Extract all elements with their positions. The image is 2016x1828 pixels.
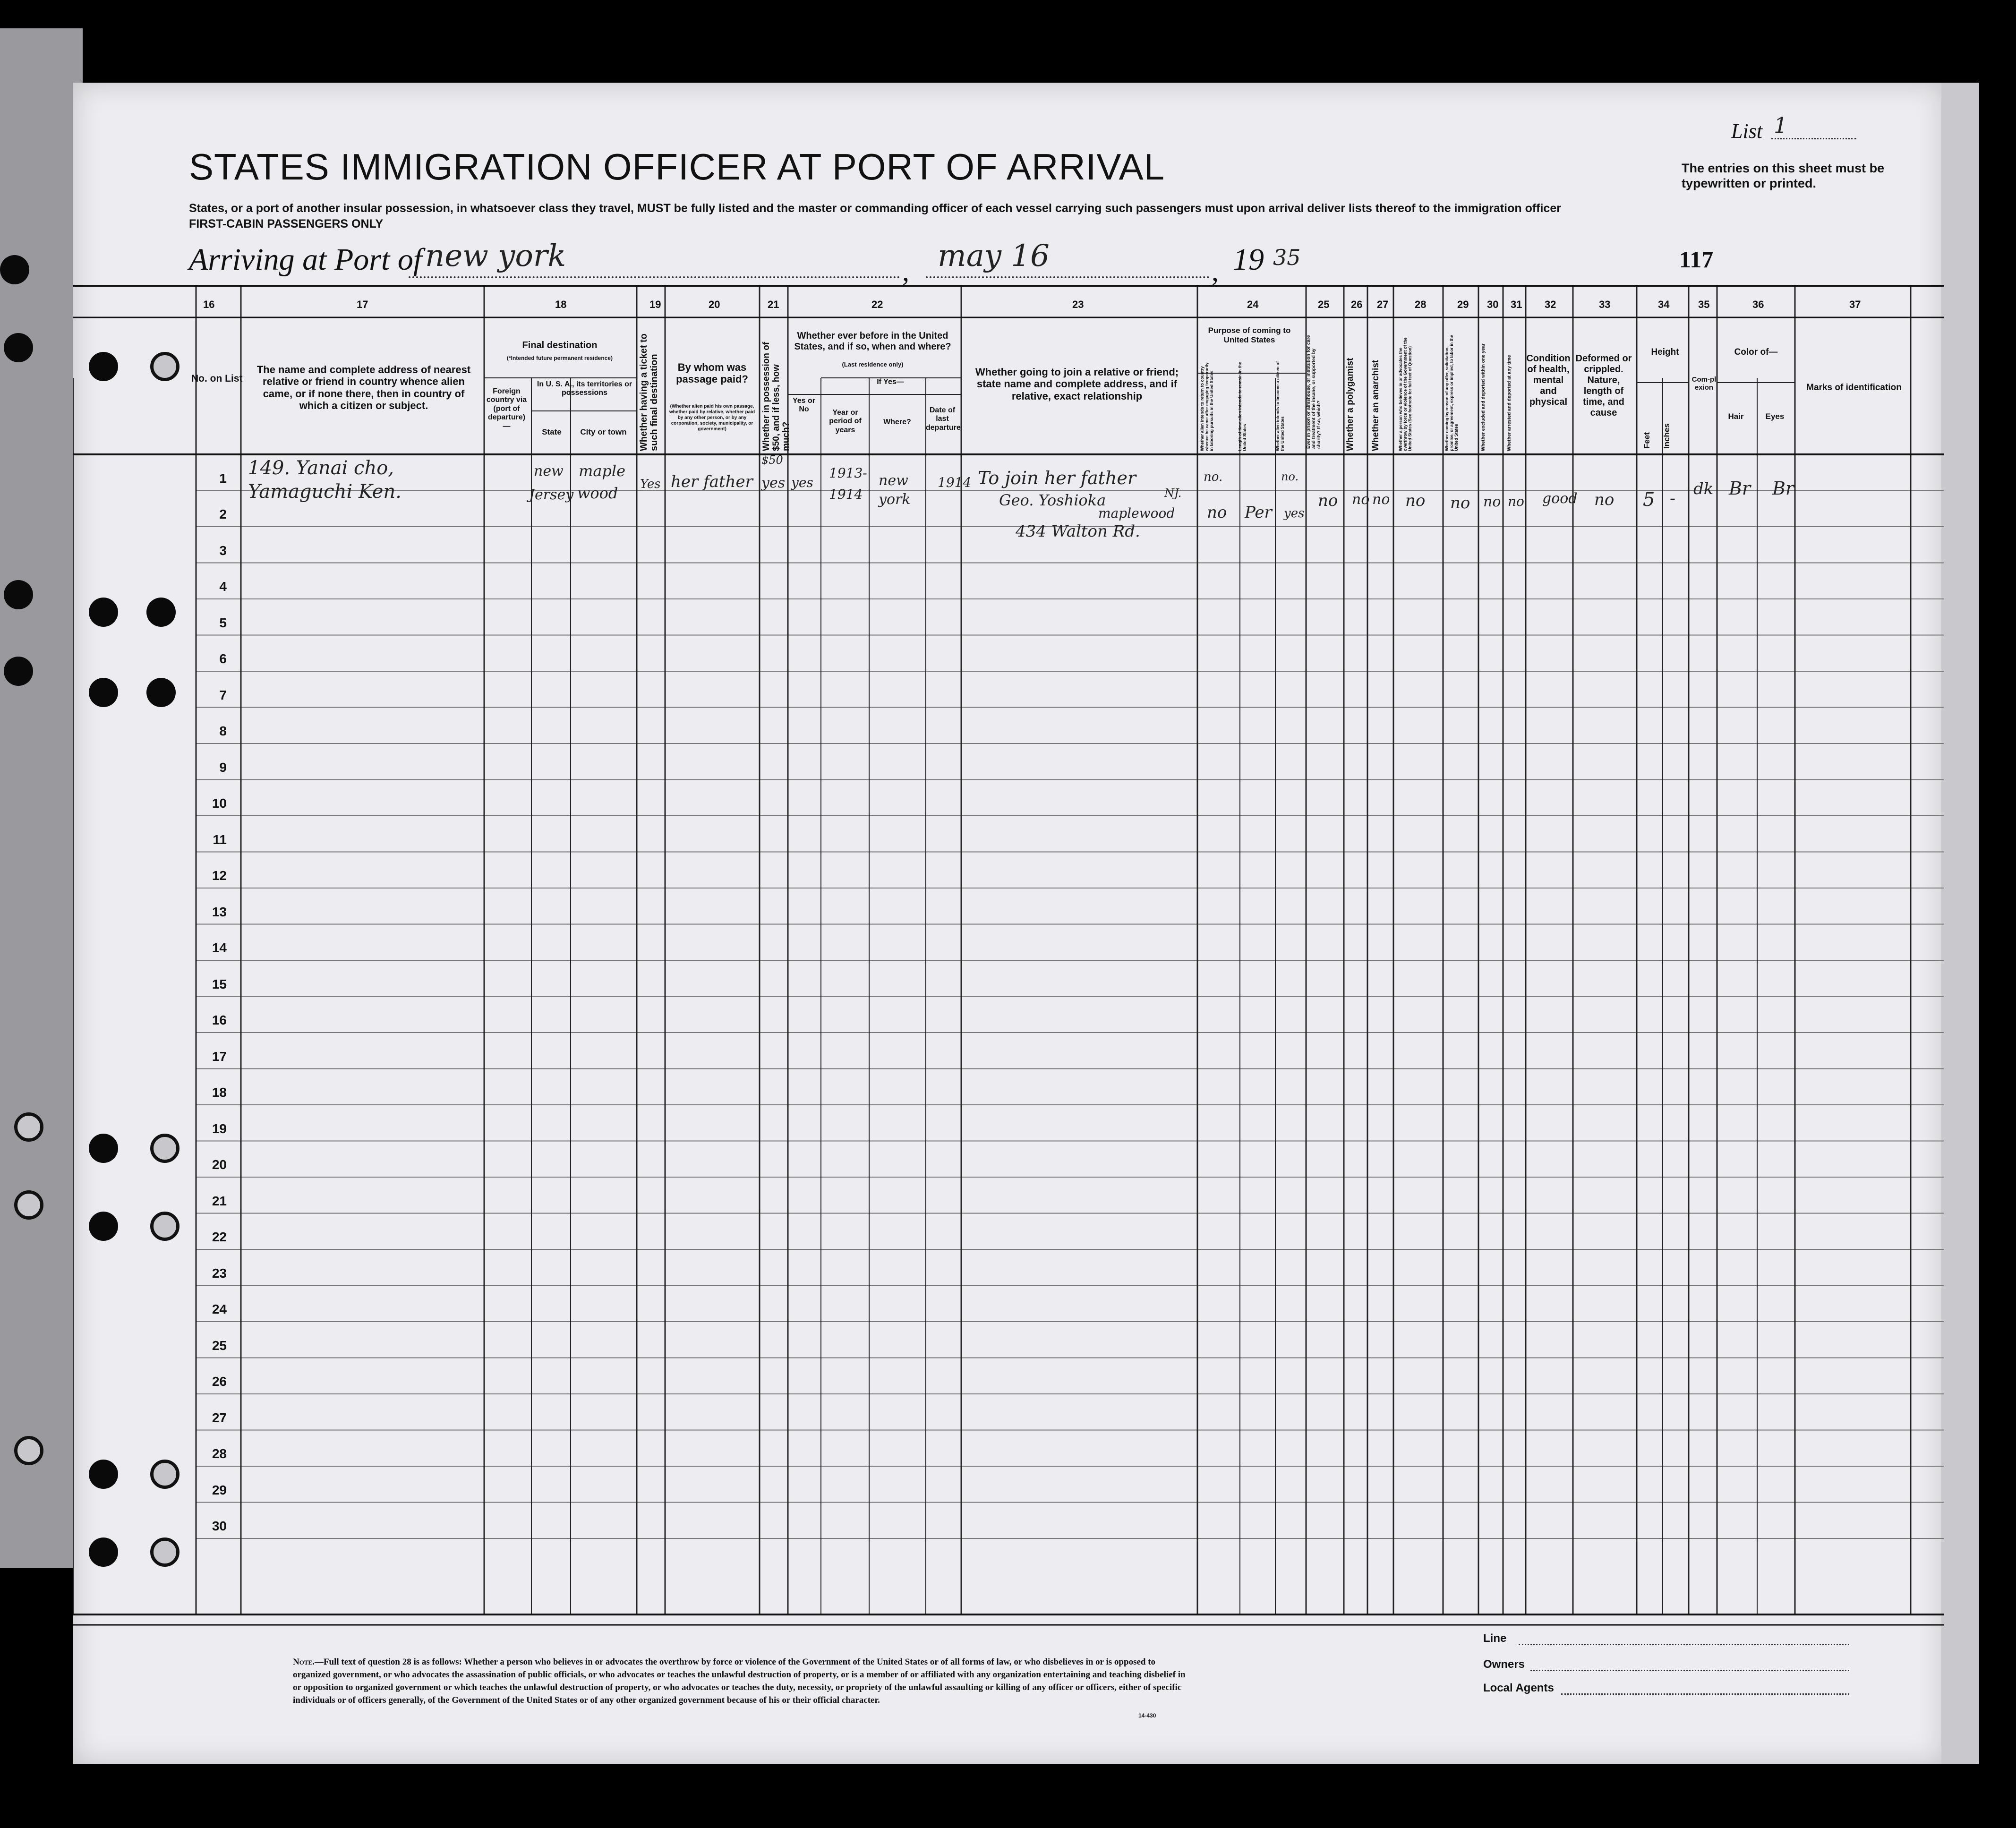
form-subtitle: States, or a port of another insular possession, in whatsoever class they travel, MUST be fully listed and the master or commanding officer of each vessel carrying such passengers must upon arrival deliver lists thereof to the immigration officer xyxy=(189,202,1561,215)
year-suffix: 35 xyxy=(1273,245,1301,270)
header-condition: Condition of health, mental and physical xyxy=(1526,353,1571,407)
footnote-label: Note. xyxy=(293,1657,315,1667)
entry-join-line3: 434 Walton Rd. xyxy=(1016,522,1140,541)
column-number: 26 xyxy=(1351,299,1363,310)
row-number: 5 xyxy=(219,615,227,630)
entry-relative-line1: 149. Yanai cho, xyxy=(248,457,394,479)
footnote xyxy=(293,1656,1190,1707)
entry-inches: - xyxy=(1670,489,1676,508)
header-color-of: Color of— xyxy=(1734,347,1778,357)
row-number: 29 xyxy=(212,1482,227,1497)
arriving-label: Arriving at Port of xyxy=(189,242,422,277)
row-number: 2 xyxy=(219,507,227,521)
form-title: STATES IMMIGRATION OFFICER AT PORT OF ARRIVAL xyxy=(189,146,1165,188)
entry-prison: no xyxy=(1318,491,1338,510)
header-eyes: Eyes xyxy=(1765,412,1785,421)
entry-paid-by: her father xyxy=(671,472,753,491)
header-anarchist: Whether an anarchist xyxy=(1371,359,1381,451)
column-number: 18 xyxy=(555,299,567,310)
line-field xyxy=(1519,1644,1849,1645)
column-number: 32 xyxy=(1545,299,1556,310)
footnote-text: —Full text of question 28 is as follows: Whether a person who believes in or advocates the overthrow by force or violence of the Government of the United States or of all forms of law, or who disbelieves in or is opposed to organized government, or who advocates the assassination of public officials, or who advocates or teaches the unlawful destruction of property, or is a member of or affiliated with any organization entertaining and teaching disbelief in or opposition to organized government or which teaches the unlawful destruction of property, or who advocates or teaches the duty, necessity, or propriety of the unlawful assaulting or killing of any officer or officers, either of specific individuals or of officers generally, of the Government of the United States or of any other organized government because of his or their official character. xyxy=(293,1657,1186,1705)
entry-where-line1: new xyxy=(879,472,908,489)
entry-years-line2: 1914 xyxy=(829,487,863,502)
row-number: 3 xyxy=(219,543,227,558)
header-inches: Inches xyxy=(1662,423,1671,449)
header-possession-50: Whether in possession of $50, and if less, how much? xyxy=(761,342,791,451)
entry-join-state: NJ. xyxy=(1164,487,1182,500)
entry-state-line2: Jersey xyxy=(529,487,574,503)
header-hair: Hair xyxy=(1728,412,1744,421)
header-ticket: Whether having a ticket to such final destination xyxy=(639,333,659,451)
scanned-manifest-page: STATES IMMIGRATION OFFICER AT PORT OF ARRIVAL States, or a port of another insular possession, in whatsoever class they travel, MUST be fully listed and the master or commanding officer of each vessel carrying such passengers must upon arrival deliver lists thereof to the immigration officer FIRST-CABIN PASSENGERS ONLY List 1 The entries on this sheet must be typewritten or printed. Arriving at Port of new york , may 16 , 19 35 117 16 17 18 19 20 21 22 23 24 25 26 27 28 29 30 31 32 33 34 35 36 37 No. on List The name and complete address of nearest relative or friend in country whence alien came, or if none there, then in country of which a citizen or subject. Final destination (*Intended future permanent residence) Foreign country via (port of departure)— In U. S. A., its territories or possessions State City or town Whether having a ticket to such final destination By whom was passage paid? (Whether alien paid his own passage, whether paid by relative, whether paid by any other person, or by any corporation, society, municipality, or government) Whether in possession of $50, and if less, how much? Whether ever before in the United States, and if so, when and where? (Last residence only) Yes or No If Yes— Year or period of years Where? Date of last departure Whether going to join a relative or friend; state name and complete address, and if relative, exact relationship Purpose of coming to United States Whether alien intends to return to country whence he came after engaging temporarily in laboring pursuits in the United States Length of time alien intends to remain in the United States Whether alien intends to become a citizen of the United States Ever in prison or almshouse, or institution for care and treatment of the insane, or supported by charity? If so, which? Whether a polygamist Whether an anarchist Whether a person who believes in or advocates the overthrow by force or violence of the Government of the United States (See footnote for full text of Question) Whether coming by reason of any offer, solicitation, promise, or agreement, express or implied, to labor in the United States Whether excluded and deported within one year Whether arrested and deported at any time Condition of health, mental and physical Deformed or crippled. Nature, length of time, and cause Height Feet Inches Com-plexion Color of— Hair Eyes Marks of identification 1 2 3 4 5 6 7 8 9 10 11 12 13 14 15 16 17 18 19 20 21 22 23 24 25 26 27 28 29 30 149. Yanai cho, Yamaguchi Ken. new Jersey maple wood Yes her father $50 yes yes 1913- 1914 new york 1914 To join her father Geo. Yoshioka 434 Walton Rd. maplewood NJ. no. no Per no. yes no no no no no no no good no 5 - dk Br Br Note.—Full text of question 28 is as follows: Whether a person who believes in or advocates the overthrow by force or violence of the Government of the United States or of all forms of law, or who disbelieves in or is opposed to organized government, or who advocates the assassination of public officials, or who advocates or teaches the unlawful destruction of property, or is a member of or affiliated with any organization entertaining and teaching disbelief in or opposition to organized government or which teaches the unlawful destruction of property, or who advocates or teaches the duty, necessity, or propriety of the unlawful assaulting or killing of any officer or officers, either of specific individuals or of officers generally, of the Government of the United States or of any other organized government because of his or their official character. 14-430 Line Owners Local Agents xyxy=(0,0,2016,1828)
row-number: 26 xyxy=(212,1374,227,1389)
entry-state-line1: new xyxy=(534,463,564,479)
port-name: new york xyxy=(425,239,566,273)
list-label: List xyxy=(1731,120,1763,143)
header-if-yes: If Yes— xyxy=(877,378,904,386)
header-complexion: Com-plexion xyxy=(1691,376,1717,392)
entry-eyes: Br xyxy=(1772,478,1794,499)
header-state: State xyxy=(542,427,562,436)
column-number: 23 xyxy=(1072,299,1084,310)
passenger-class: FIRST-CABIN PASSENGERS ONLY xyxy=(189,217,384,231)
entry-purpose-c: yes xyxy=(1284,506,1305,521)
header-last-departure: Date of last departure xyxy=(926,406,961,432)
owners-field xyxy=(1530,1670,1849,1671)
owners-label: Owners xyxy=(1483,1658,1525,1671)
header-where: Where? xyxy=(883,418,911,426)
row-number: 13 xyxy=(212,904,227,919)
column-number: 21 xyxy=(768,299,779,310)
header-yes-no: Yes or No xyxy=(792,397,816,414)
line-label: Line xyxy=(1483,1632,1507,1645)
column-number: 34 xyxy=(1658,299,1670,310)
column-number: 35 xyxy=(1698,299,1710,310)
header-purpose-b: Length of time alien intends to remain in the United States xyxy=(1238,361,1247,451)
header-city: City or town xyxy=(580,427,627,436)
entry-money: yes xyxy=(761,475,786,491)
entry-before-yes: yes xyxy=(791,475,813,490)
column-number: 19 xyxy=(649,299,661,310)
agents-field xyxy=(1561,1693,1849,1695)
column-number: 25 xyxy=(1318,299,1330,310)
column-number: 16 xyxy=(203,299,215,310)
column-number: 30 xyxy=(1487,299,1499,310)
typewritten-instruction: The entries on this sheet must be typewritten or printed. xyxy=(1682,161,1885,190)
row-number: 23 xyxy=(212,1265,227,1281)
arrival-date: may 16 xyxy=(938,239,1050,273)
entry-q31: no xyxy=(1508,494,1524,509)
header-final-destination: Final destination xyxy=(522,340,598,350)
header-q31: Whether arrested and deported at any time xyxy=(1507,355,1512,451)
entry-join-line2: Geo. Yoshioka xyxy=(999,491,1106,509)
row-number: 11 xyxy=(213,832,227,847)
entry-money-above: $50 xyxy=(761,453,783,467)
row-number: 7 xyxy=(219,687,227,702)
page-number: 117 xyxy=(1679,246,1714,273)
entry-purpose-a-top: no. xyxy=(1204,470,1223,484)
row-number: 27 xyxy=(212,1410,227,1425)
header-height: Height xyxy=(1651,347,1679,357)
row-number: 17 xyxy=(212,1049,227,1064)
header-passage-paid-note: (Whether alien paid his own passage, whether paid by relative, whether paid by any other person, or by any corporation, society, municipality, or government) xyxy=(669,404,755,432)
header-passage-paid: By whom was passage paid? xyxy=(676,361,748,385)
entry-q30: no xyxy=(1483,494,1501,510)
entry-hair: Br xyxy=(1729,478,1751,499)
entry-relative-line2: Yamaguchi Ken. xyxy=(248,481,401,503)
row-number: 4 xyxy=(219,579,227,594)
row-number: 28 xyxy=(212,1446,227,1461)
entry-deformed: no xyxy=(1594,490,1615,509)
row-number: 1 xyxy=(219,470,227,486)
column-number: 33 xyxy=(1599,299,1611,310)
list-number: 1 xyxy=(1774,112,1788,138)
agents-label: Local Agents xyxy=(1483,1682,1554,1694)
entry-health: good xyxy=(1542,490,1578,507)
header-ever-before-note: (Last residence only) xyxy=(842,361,904,368)
row-number: 8 xyxy=(219,724,227,738)
header-polygamist: Whether a polygamist xyxy=(1345,358,1355,451)
entry-complexion: dk xyxy=(1693,479,1714,498)
entry-where-line2: york xyxy=(879,491,911,508)
entry-purpose-c-top: no. xyxy=(1281,470,1299,483)
row-number: 14 xyxy=(212,940,227,955)
entry-join-line1: To join her father xyxy=(978,468,1136,488)
header-q29: Whether coming by reason of any offer, solicitation, promise, or agreement, express or implied, to labor in the United States xyxy=(1444,334,1459,451)
header-foreign-country: Foreign country via (port of departure)— xyxy=(486,387,527,430)
entry-q28: no xyxy=(1405,491,1426,510)
row-number: 16 xyxy=(212,1013,227,1027)
column-number: 37 xyxy=(1849,299,1861,310)
header-q28: Whether a person who believes in or advocates the overthrow by force or violence of the Government of the United States (See footnote for full text of Question) xyxy=(1398,337,1412,451)
entry-city-line2: wood xyxy=(577,484,618,502)
row-number: 12 xyxy=(212,868,227,883)
column-number: 31 xyxy=(1511,299,1522,310)
row-number: 25 xyxy=(212,1338,227,1353)
row-number: 15 xyxy=(212,976,227,991)
column-number: 29 xyxy=(1457,299,1469,310)
entry-join-city: maplewood xyxy=(1098,505,1175,521)
entry-years-line1: 1913- xyxy=(829,465,867,481)
header-marks: Marks of identification xyxy=(1806,383,1902,393)
header-final-destination-note: (*Intended future permanent residence) xyxy=(506,355,613,361)
entry-feet: 5 xyxy=(1643,489,1655,511)
header-deformed: Deformed or crippled. Nature, length of time, and cause xyxy=(1575,353,1632,418)
column-number: 27 xyxy=(1377,299,1389,310)
row-number: 22 xyxy=(212,1230,227,1244)
column-number: 20 xyxy=(709,299,720,310)
row-number: 20 xyxy=(212,1157,227,1172)
column-number: 24 xyxy=(1247,299,1259,310)
header-q30: Whether excluded and deported within one year xyxy=(1481,343,1486,451)
row-number: 10 xyxy=(212,796,227,811)
column-number: 36 xyxy=(1752,299,1764,310)
header-no-on-list: No. on List xyxy=(191,373,243,384)
entry-purpose-a: no xyxy=(1207,503,1227,522)
header-year-period: Year or period of years xyxy=(829,409,862,434)
header-purpose-c: Whether alien intends to become a citizen of the United States xyxy=(1275,361,1285,451)
header-going-to-join: Whether going to join a relative or friend; state name and complete address, and if relative, exact relationship xyxy=(975,366,1179,402)
header-purpose-a: Whether alien intends to return to country whence he came after engaging temporarily in laboring pursuits in the United States xyxy=(1200,362,1214,451)
row-number: 30 xyxy=(212,1519,227,1533)
column-number: 28 xyxy=(1415,299,1427,310)
entry-polygamist: no xyxy=(1352,491,1370,508)
form-code: 14-430 xyxy=(1138,1712,1156,1719)
header-purpose: Purpose of coming to United States xyxy=(1208,326,1291,344)
row-number: 9 xyxy=(219,760,227,775)
column-number: 17 xyxy=(357,299,368,310)
year-prefix: 19 xyxy=(1233,242,1264,277)
row-number: 18 xyxy=(212,1085,227,1100)
row-number: 6 xyxy=(219,651,227,666)
row-number: 21 xyxy=(212,1193,227,1208)
header-ever-before: Whether ever before in the United States, and if so, when and where? xyxy=(794,331,951,352)
column-number: 22 xyxy=(871,299,883,310)
header-nearest-relative: The name and complete address of nearest relative or friend in country whence alien came, or if none there, then in country of which a citizen or subject. xyxy=(256,364,471,411)
entry-q29: no xyxy=(1450,494,1470,513)
row-number: 19 xyxy=(212,1121,227,1136)
row-number: 24 xyxy=(212,1302,227,1316)
entry-purpose-b: Per xyxy=(1245,503,1272,522)
entry-city-line1: maple xyxy=(579,462,626,480)
header-in-usa: In U. S. A., its territories or possessions xyxy=(537,380,632,397)
header-prison: Ever in prison or almshouse, or institution for care and treatment of the insane, or supported by charity? If so, which? xyxy=(1306,335,1322,449)
header-feet: Feet xyxy=(1642,432,1651,449)
entry-anarchist: no xyxy=(1372,491,1390,508)
entry-ticket: Yes xyxy=(640,477,661,491)
entry-last-departure: 1914 xyxy=(938,475,972,490)
